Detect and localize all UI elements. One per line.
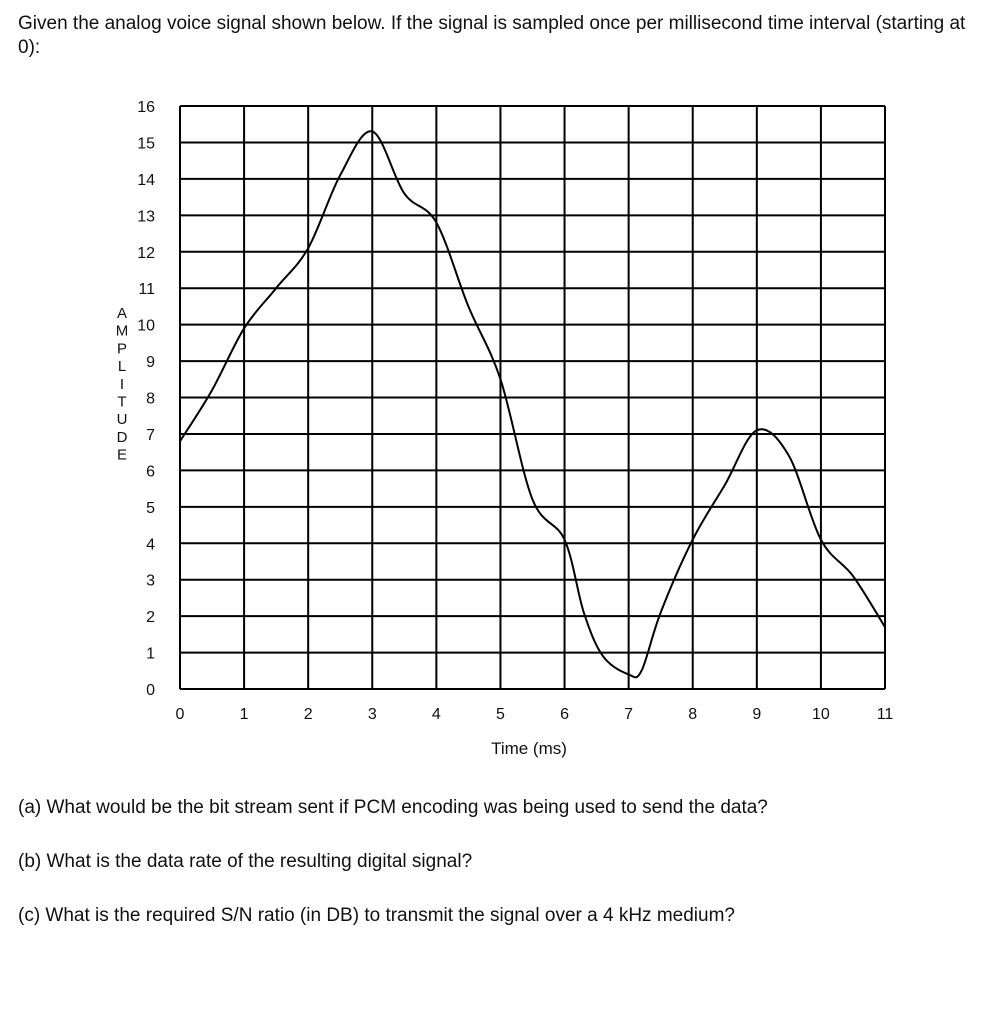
y-tick-label: 14 — [137, 171, 155, 189]
y-tick-label: 16 — [137, 99, 155, 116]
y-axis-label-letter: A — [116, 305, 128, 322]
y-axis-label-letter: L — [117, 358, 127, 376]
y-tick-label: 8 — [146, 390, 155, 408]
y-axis-label-letter: D — [116, 428, 128, 446]
y-tick-label: 0 — [146, 682, 155, 699]
chart-grid — [180, 106, 885, 689]
y-tick-label: 6 — [146, 463, 155, 481]
y-axis-label — [116, 305, 129, 464]
y-axis-label-letter: E — [116, 446, 128, 464]
x-tick-label: 0 — [175, 706, 185, 723]
y-tick-labels — [137, 99, 155, 699]
y-axis-label-letter: U — [116, 411, 128, 429]
y-tick-label: 11 — [138, 281, 155, 299]
question-a: (a) What would be the bit stream sent if PCM encoding was being used to send the data? — [18, 797, 768, 818]
x-tick-label: 5 — [496, 706, 505, 723]
question-b: (b) What is the data rate of the resulting digital signal? — [18, 851, 473, 872]
x-tick-label: 1 — [239, 706, 249, 723]
x-tick-label: 7 — [624, 706, 634, 723]
y-tick-label: 1 — [146, 645, 155, 663]
x-tick-label: 8 — [688, 706, 698, 723]
y-tick-label: 3 — [146, 572, 155, 590]
y-axis-label-letter: P — [116, 340, 128, 358]
problem-intro: Given the analog voice signal shown below. If the signal is sampled once per millisecond time interval (starting at 0): — [18, 13, 966, 58]
signal-series-line — [180, 131, 885, 677]
y-tick-label: 4 — [146, 536, 155, 554]
x-tick-label: 9 — [752, 706, 762, 723]
x-tick-labels — [176, 706, 894, 723]
y-tick-label: 13 — [137, 208, 155, 226]
y-tick-label: 5 — [146, 499, 155, 517]
y-axis-label-letter: T — [117, 393, 127, 411]
x-tick-label: 11 — [876, 706, 894, 723]
x-tick-label: 6 — [560, 706, 569, 723]
y-axis-label-letter: I — [119, 375, 125, 393]
question-c: (c) What is the required S/N ratio (in DB) to transmit the signal over a 4 kHz medium? — [18, 905, 735, 926]
x-axis-label: Time (ms) — [491, 739, 567, 758]
x-tick-label: 3 — [367, 706, 377, 723]
y-tick-label: 9 — [146, 354, 155, 372]
x-tick-label: 2 — [303, 706, 313, 723]
y-tick-label: 15 — [137, 135, 155, 153]
y-tick-label: 12 — [137, 244, 155, 262]
x-tick-label: 10 — [812, 706, 830, 723]
y-tick-label: 7 — [146, 426, 155, 444]
y-axis-label-letter: M — [115, 322, 129, 340]
x-tick-label: 4 — [431, 706, 441, 723]
y-tick-label: 10 — [137, 317, 155, 335]
y-tick-label: 2 — [146, 609, 155, 627]
